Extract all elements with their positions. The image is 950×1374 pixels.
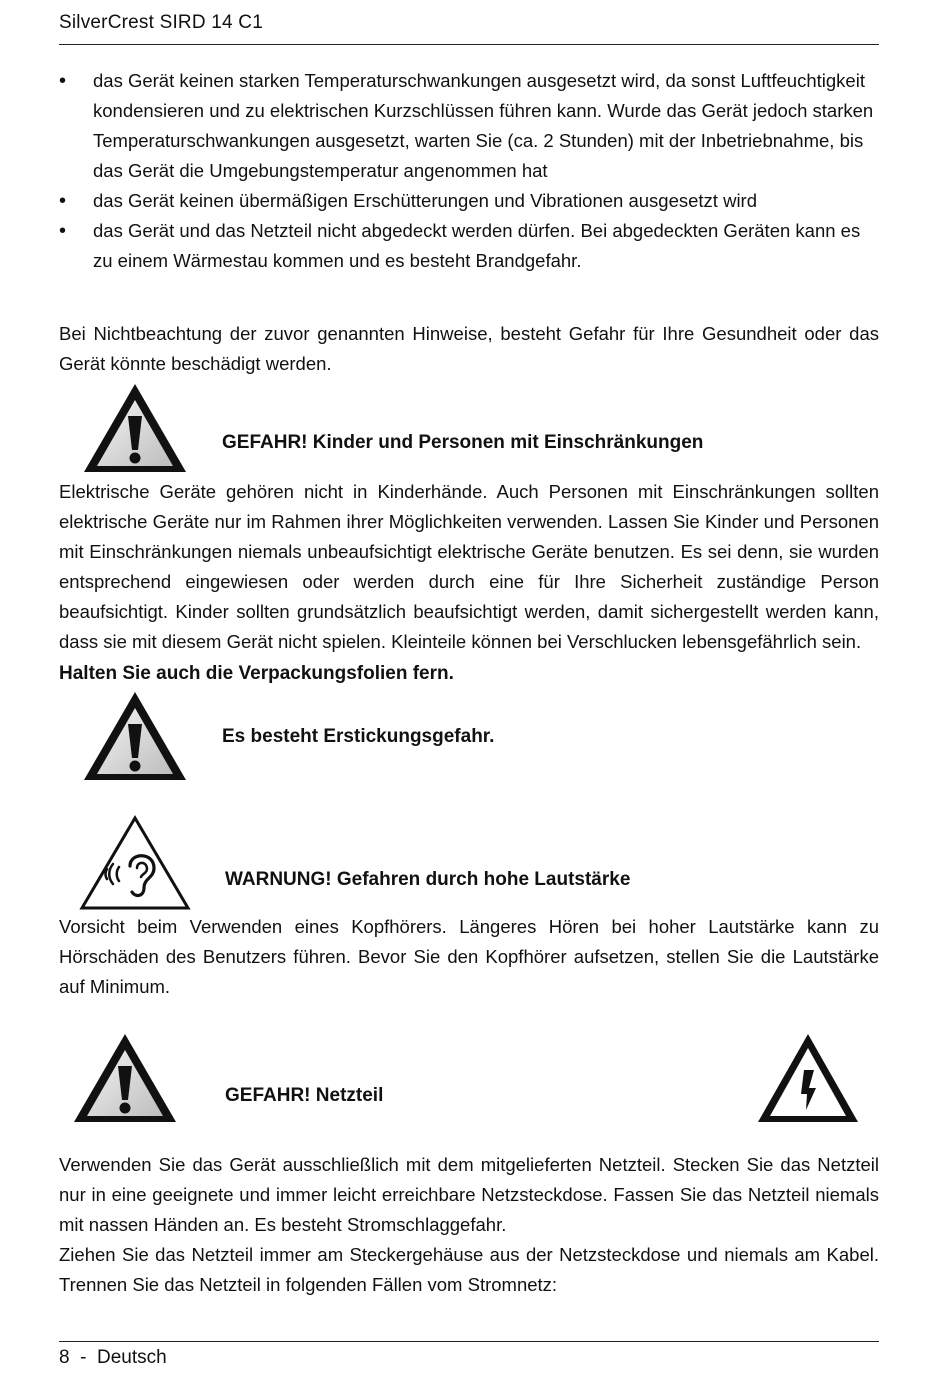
header-rule [59,44,879,45]
list-item: • das Gerät keinen starken Temperaturschwankungen ausgesetzt wird, da sonst Luftfeuchtigkeit kondensieren und zu elektrischen Kurzschlüssen führen kann. Wurde das Gerät jedoch starken Temperaturschwankungen ausgesetzt, warten Sie (ca. 2 Stunden) mit der Inbetriebnahme, bis das Gerät die Umgebungstemperatur angenommen hat [59,66,879,186]
electric-shock-icon [754,1030,862,1126]
page-number: 8 - Deutsch [59,1347,167,1368]
children-warning-heading: GEFAHR! Kinder und Personen mit Einschränkungen [222,432,704,453]
volume-warning-body: Vorsicht beim Verwenden eines Kopfhörers. Längeres Hören bei hoher Lautstärke kann zu Hörschäden des Benutzers führen. Bevor Sie den Kopfhörer aufsetzen, stellen Sie die Lautstärke auf Minimum. [59,916,879,997]
warning-exclamation-icon [80,380,190,476]
page-footer [59,1347,167,1369]
list-item: • das Gerät keinen übermäßigen Erschütterungen und Vibrationen ausgesetzt wird [59,186,879,216]
warning-exclamation-icon [70,1030,180,1126]
page-header-title: SilverCrest SIRD 14 C1 [59,12,263,33]
suffocation-heading: Es besteht Erstickungsgefahr. [222,726,495,747]
power-warning-body: Verwenden Sie das Gerät ausschließlich mit dem mitgelieferten Netzteil. Stecken Sie das Netzteil nur in eine geeignete und immer leicht erreichbare Netzsteckdose. Fassen Sie das Netzteil niemals mit nassen Händen an. Es besteht Stromschlaggefahr. [59,1154,879,1235]
power-warning-body-2: Ziehen Sie das Netzteil immer am Steckergehäuse aus der Netzsteckdose und niemals am Kabel. Trennen Sie das Netzteil in folgenden Fällen vom Stromnetz: [59,1244,879,1295]
bullet-list [59,66,879,276]
warning-exclamation-icon [80,688,190,784]
list-item: • das Gerät und das Netzteil nicht abgedeckt werden dürfen. Bei abgedeckten Geräten kann es zu einem Wärmestau kommen und es besteht Brandgefahr. [59,216,879,276]
notice-paragraph: Bei Nichtbeachtung der zuvor genannten Hinweise, besteht Gefahr für Ihre Gesundheit oder das Gerät könnte beschädigt werden. [59,323,879,374]
children-warning-body: Elektrische Geräte gehören nicht in Kinderhände. Auch Personen mit Einschränkungen sollten elektrische Geräte nur im Rahmen ihrer Möglichkeiten verwenden. Lassen Sie Kinder und Personen mit Einschränkungen niemals unbeaufsichtigt elektrische Geräte benutzen. Es sei denn, sie wurden entsprechend eingewiesen oder werden durch eine für Ihre Sicherheit zuständige Person beaufsichtigt. Kinder sollten grundsätzlich beaufsichtigt werden, damit sichergestellt werden kann, dass sie mit diesem Gerät nicht spielen. Kleinteile können bei Verschlucken lebensgefährlich sein. [59,481,879,652]
footer-rule [59,1341,879,1342]
volume-warning-heading: WARNUNG! Gefahren durch hohe Lautstärke [225,869,631,890]
hearing-warning-icon [78,814,192,912]
power-warning-heading: GEFAHR! Netzteil [225,1085,384,1106]
packaging-note: Halten Sie auch die Verpackungsfolien fern. [59,663,454,684]
